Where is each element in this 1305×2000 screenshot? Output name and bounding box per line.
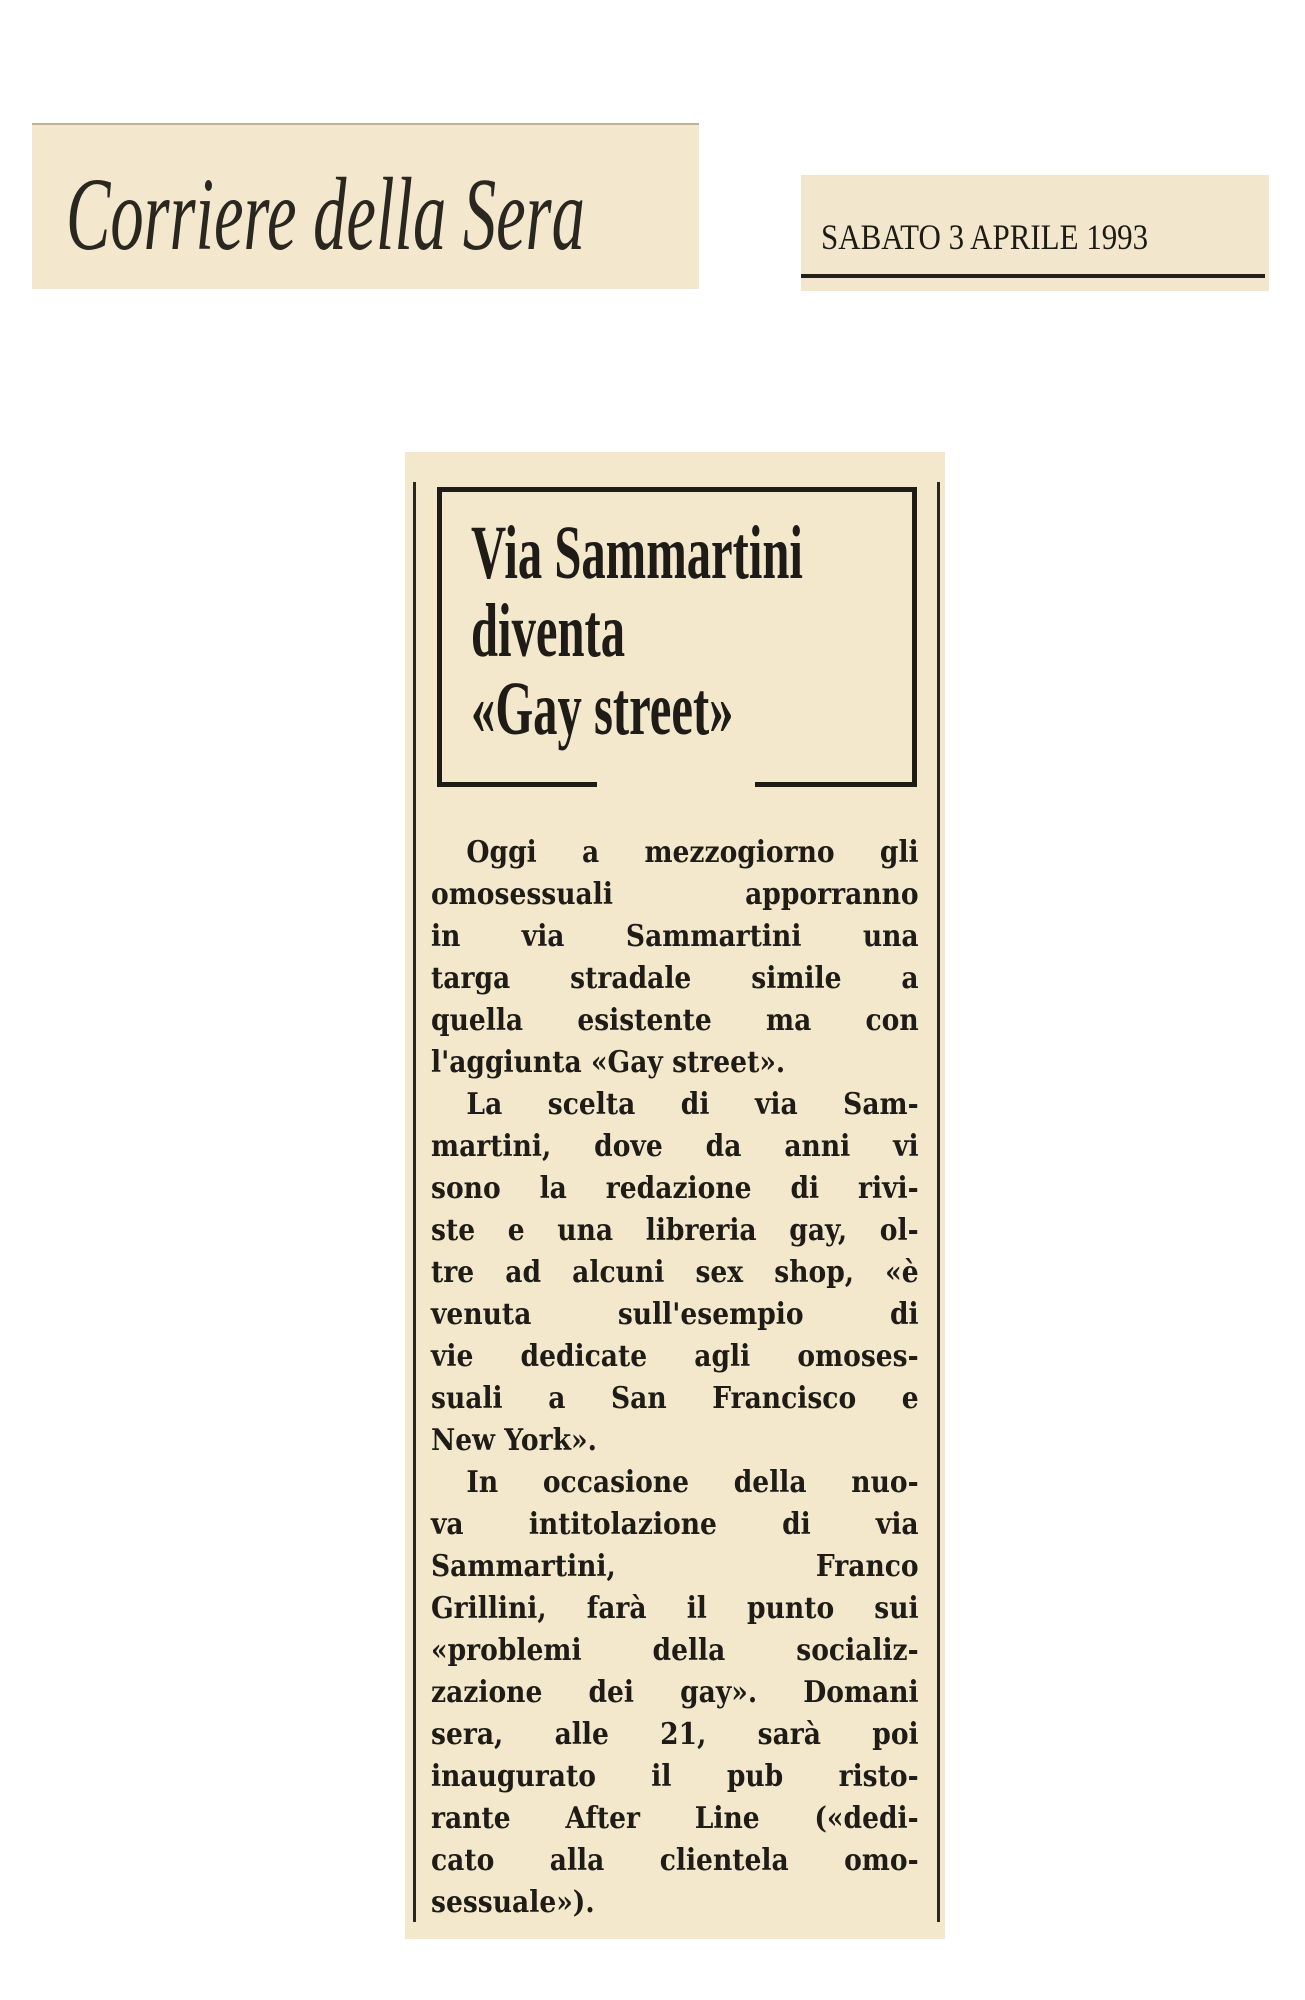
- body-line: New York».: [431, 1423, 597, 1458]
- body-line: in via Sammartini una: [431, 919, 919, 954]
- headline-frame-bottom-right: [755, 782, 917, 787]
- headline-frame-bottom-left: [437, 782, 597, 787]
- publication-date: SABATO 3 APRILE 1993: [821, 217, 1149, 257]
- headline-line: diventa: [471, 589, 626, 673]
- body-line: Grillini, farà il punto sui: [431, 1591, 919, 1626]
- body-line: martini, dove da anni vi: [431, 1129, 919, 1164]
- column-rule-right: [937, 482, 940, 1922]
- body-line: Sammartini, Franco: [431, 1549, 919, 1584]
- body-line: cato alla clientela omo-: [431, 1843, 919, 1878]
- body-line: La scelta di via Sam-: [466, 1087, 919, 1122]
- headline-line: Via Sammartini: [471, 511, 803, 595]
- body-line: In occasione della nuo-: [466, 1465, 919, 1500]
- body-line: ste e una libreria gay, ol-: [431, 1213, 919, 1248]
- body-line: va intitolazione di via: [431, 1507, 919, 1542]
- column-rule-left: [413, 482, 416, 1922]
- body-line: l'aggiunta «Gay street».: [431, 1045, 786, 1080]
- body-line: sessuale»).: [431, 1885, 595, 1920]
- body-line: suali a San Francisco e: [431, 1381, 919, 1416]
- body-line: sono la redazione di rivi-: [431, 1171, 919, 1206]
- body-line: rante After Line («dedi-: [431, 1801, 919, 1836]
- headline-line: «Gay street»: [471, 667, 734, 751]
- body-line: venuta sull'esempio di: [431, 1297, 919, 1332]
- dateline-clipping: [801, 175, 1269, 291]
- article-clipping: [405, 452, 945, 1939]
- date-underline: [801, 274, 1265, 278]
- article-body: [431, 832, 919, 1924]
- article-headline: [471, 511, 919, 751]
- body-line: Oggi a mezzogiorno gli: [466, 835, 919, 870]
- masthead-clipping: [32, 123, 699, 289]
- body-line: quella esistente ma con: [431, 1003, 919, 1038]
- body-line: tre ad alcuni sex shop, «è: [431, 1255, 919, 1290]
- body-line: omosessuali apporranno: [431, 877, 919, 912]
- body-line: zazione dei gay». Domani: [431, 1675, 919, 1710]
- newspaper-title: Corriere della Sera: [66, 157, 585, 272]
- body-line: «problemi della socializ-: [431, 1633, 919, 1668]
- body-line: sera, alle 21, sarà poi: [431, 1717, 919, 1752]
- body-line: vie dedicate agli omoses-: [431, 1339, 919, 1374]
- body-line: inaugurato il pub risto-: [431, 1759, 919, 1794]
- body-line: targa stradale simile a: [431, 961, 919, 996]
